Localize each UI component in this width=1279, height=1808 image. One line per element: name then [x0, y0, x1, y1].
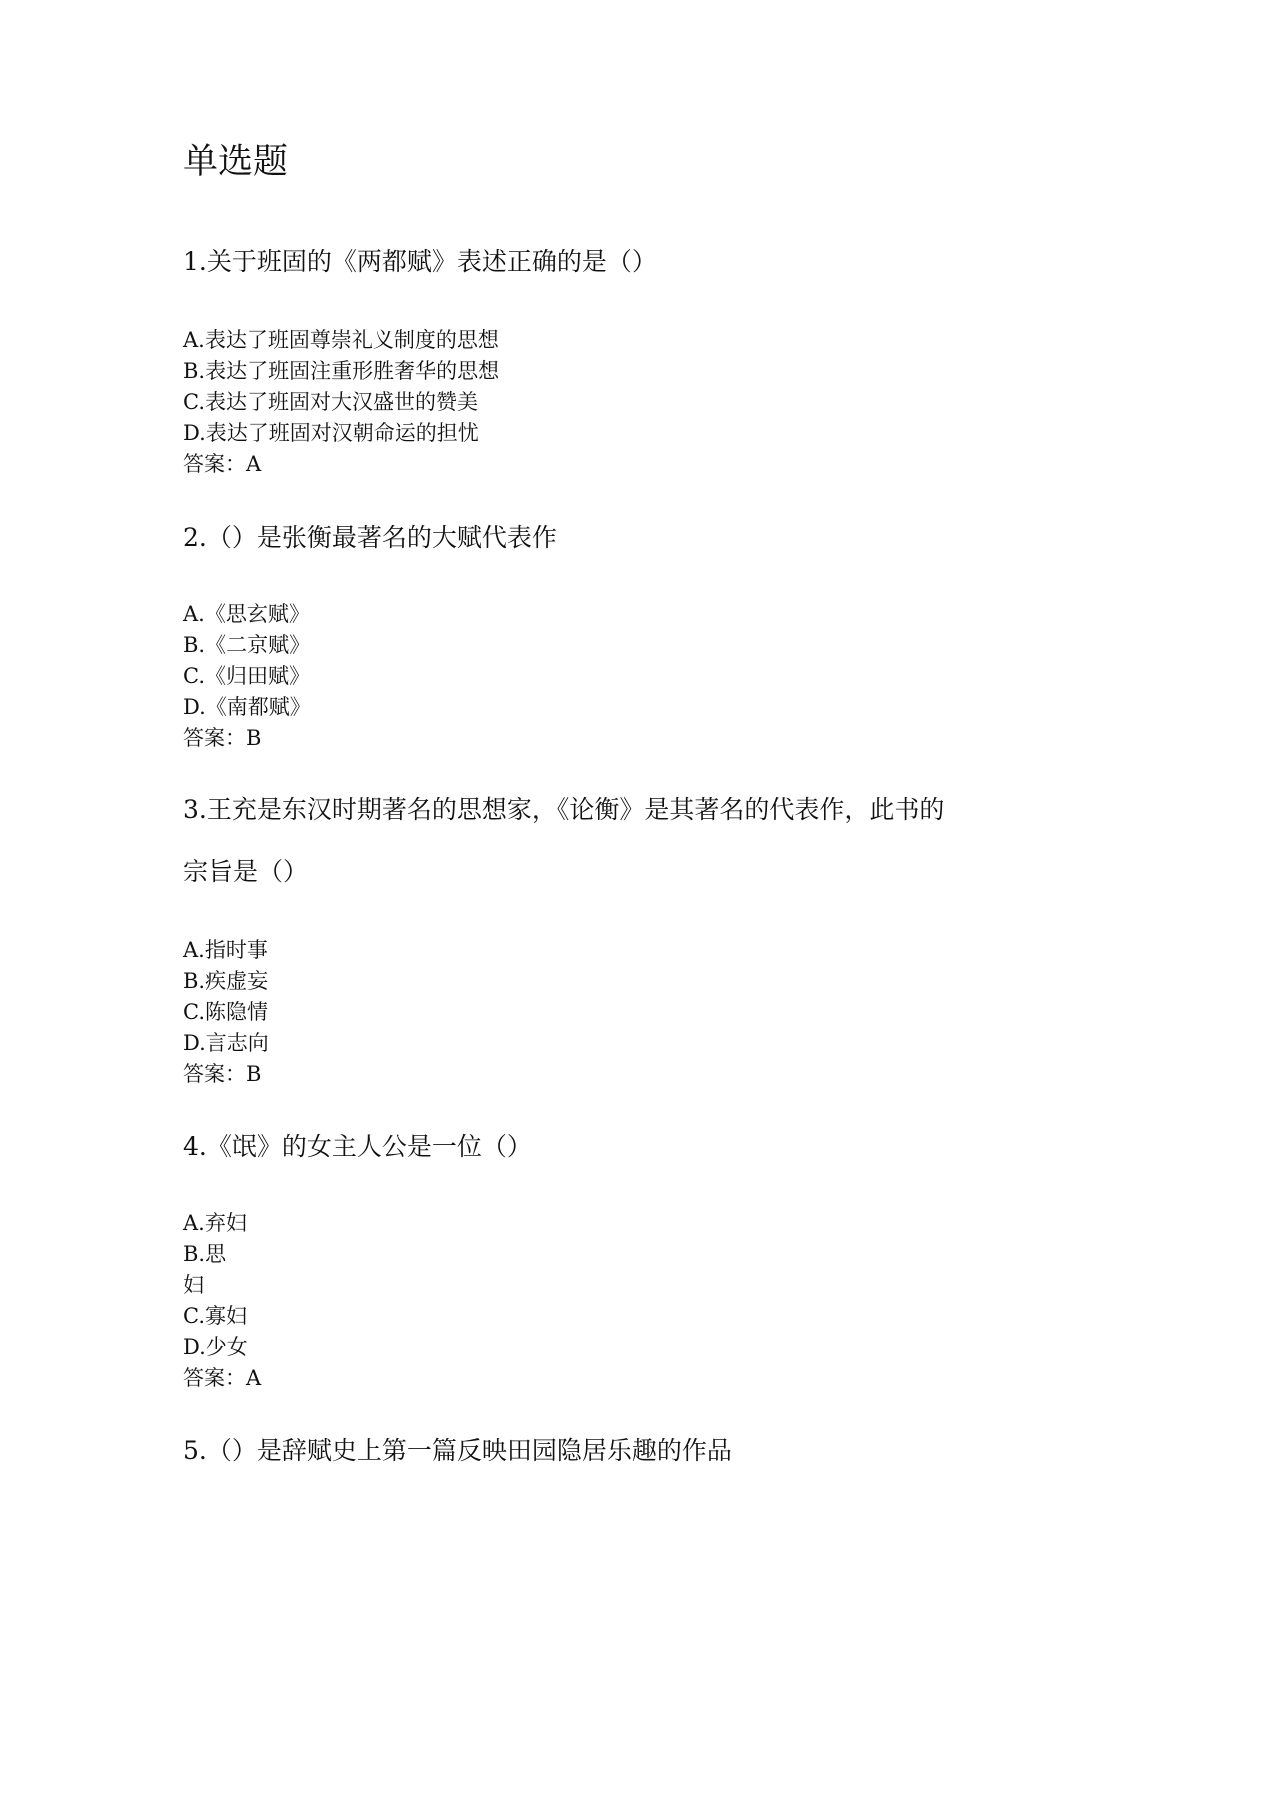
question-3-option-d: D.言志向 — [183, 1031, 269, 1055]
question-4-option-c: C.寡妇 — [183, 1304, 247, 1328]
question-2-option-b: B.《二京赋》 — [183, 633, 311, 657]
question-1-option-a: A.表达了班固尊崇礼义制度的思想 — [183, 328, 499, 352]
question-3-option-a: A.指时事 — [183, 938, 268, 962]
question-4-option-d: D.少女 — [183, 1335, 248, 1359]
question-1-option-b: B.表达了班固注重形胜奢华的思想 — [183, 359, 500, 383]
question-4-stem: 4.《氓》的女主人公是一位（） — [183, 1132, 532, 1161]
question-3-option-b: B.疾虚妄 — [183, 969, 269, 993]
question-4-option-b-continued: 妇 — [183, 1273, 204, 1297]
question-4-answer: 答案：A — [183, 1366, 262, 1390]
question-1-option-d: D.表达了班固对汉朝命运的担忧 — [183, 421, 479, 445]
question-1-stem: 1.关于班固的《两都赋》表述正确的是（） — [183, 247, 657, 276]
question-2-answer: 答案：B — [183, 726, 262, 750]
question-3-answer: 答案：B — [183, 1062, 262, 1086]
question-2-option-d: D.《南都赋》 — [183, 695, 311, 719]
section-heading: 单选题 — [183, 142, 289, 182]
question-4-option-a: A.弃妇 — [183, 1211, 247, 1235]
question-4-option-b: B.思 — [183, 1242, 227, 1266]
question-2-option-c: C.《归田赋》 — [183, 664, 310, 688]
question-1-answer: 答案：A — [183, 452, 262, 476]
question-3-option-c: C.陈隐情 — [183, 1000, 268, 1024]
question-1-option-c: C.表达了班固对大汉盛世的赞美 — [183, 390, 478, 414]
question-2-option-a: A.《思玄赋》 — [183, 602, 310, 626]
question-3-stem-line-1: 3.王充是东汉时期著名的思想家，《论衡》是其著名的代表作，此书的 — [183, 795, 945, 824]
question-5-stem: 5.（）是辞赋史上第一篇反映田园隐居乐趣的作品 — [183, 1436, 732, 1465]
question-3-stem-line-2: 宗旨是（） — [183, 857, 309, 886]
question-2-stem: 2.（）是张衡最著名的大赋代表作 — [183, 523, 557, 552]
